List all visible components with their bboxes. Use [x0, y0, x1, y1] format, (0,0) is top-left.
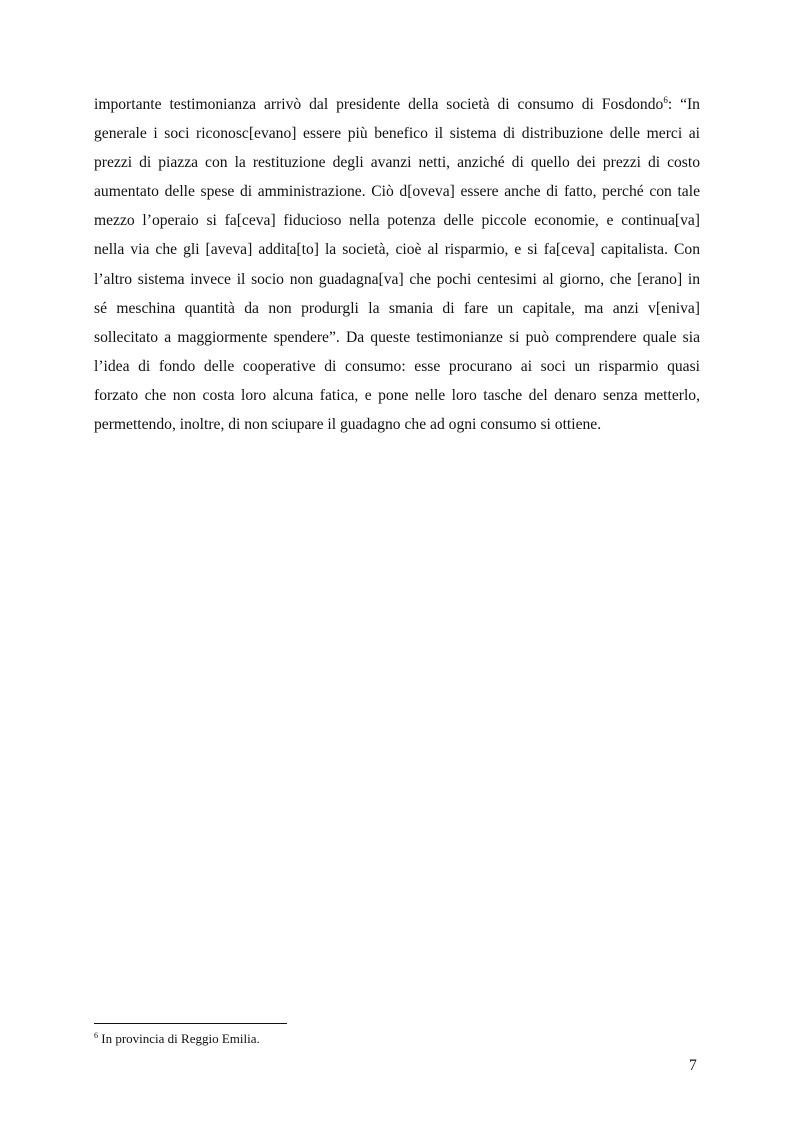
- text-line-3: prezzi di piazza con la restituzione degli avanzi netti, anziché di quello dei prezzi di costo: [94, 154, 700, 172]
- text-line-5: mezzo l’operaio si fa[ceva] fiducioso nella potenza delle piccole economie, e continua[va]: [94, 212, 700, 230]
- text-line-12: permettendo, inoltre, di non sciupare il guadagno che ad ogni consumo si ottiene.: [94, 416, 602, 434]
- text-line-10: l’idea di fondo delle cooperative di consumo: esse procurano ai soci un risparmio quasi: [94, 357, 700, 375]
- body-paragraph: [94, 90, 700, 439]
- footnote: [94, 1030, 260, 1048]
- footnote-marker: 6: [94, 1031, 98, 1040]
- text-line-1-tail: : “In: [667, 96, 700, 113]
- footnote-reference-marker[interactable]: 6: [663, 95, 668, 105]
- text-line-7: l’altro sistema invece il socio non guadagna[va] che pochi centesimi al giorno, che [erano] in: [94, 270, 700, 288]
- text-line-6: nella via che gli [aveva] addita[to] la società, cioè al risparmio, e si fa[ceva] capitalista. Con: [94, 241, 700, 259]
- text-line-2: generale i soci riconosc[evano] essere più benefico il sistema di distribuzione delle merci ai: [94, 125, 700, 143]
- footnote-text: In provincia di Reggio Emilia.: [98, 1031, 260, 1046]
- page-number: 7: [689, 1057, 697, 1074]
- footnote-separator: [94, 1023, 287, 1024]
- text-line-1-main: importante testimonianza arrivò dal presidente della società di consumo di Fosdondo: [94, 96, 664, 113]
- text-line-9: sollecitato a maggiormente spendere”. Da queste testimonianze si può comprendere quale sia: [94, 328, 700, 346]
- text-line-1: [94, 90, 700, 119]
- text-line-4: aumentato delle spese di amministrazione. Ciò d[oveva] essere anche di fatto, perché con tale: [94, 183, 700, 201]
- text-line-8: sé meschina quantità da non produrgli la smania di fare un capitale, ma anzi v[eniva]: [94, 299, 700, 317]
- text-line-11: forzato che non costa loro alcuna fatica, e pone nelle loro tasche del denaro senza metterlo,: [94, 386, 700, 404]
